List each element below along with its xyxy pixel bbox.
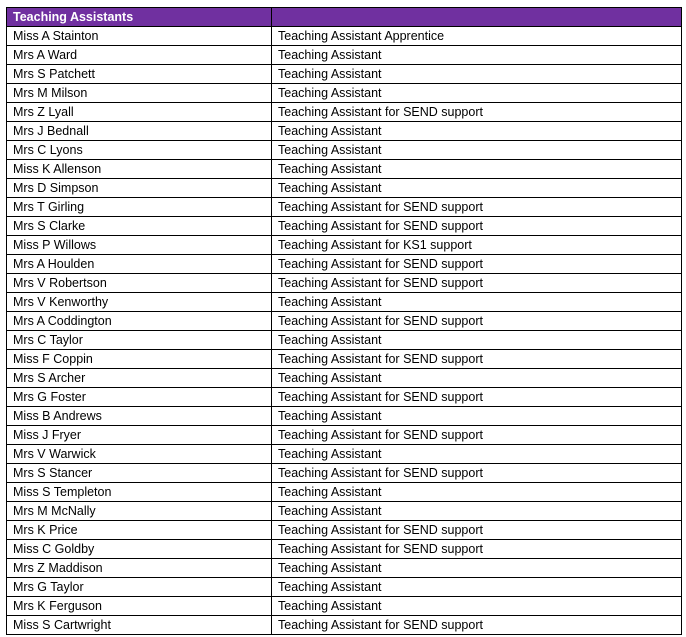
table-row [7,502,682,521]
staff-name-cell: Mrs G Taylor [7,578,272,597]
table-row [7,122,682,141]
staff-name-cell: Mrs D Simpson [7,179,272,198]
staff-role-cell: Teaching Assistant [272,84,682,103]
table-header-blank [272,8,682,27]
staff-name-cell: Mrs T Girling [7,198,272,217]
staff-name-cell: Miss B Andrews [7,407,272,426]
staff-role-cell: Teaching Assistant for SEND support [272,274,682,293]
table-header-row [7,8,682,27]
staff-name-cell: Miss A Stainton [7,27,272,46]
table-row [7,597,682,616]
table-row [7,521,682,540]
staff-role-cell: Teaching Assistant [272,483,682,502]
staff-name-cell: Miss S Templeton [7,483,272,502]
staff-role-cell: Teaching Assistant [272,122,682,141]
staff-role-cell: Teaching Assistant [272,179,682,198]
table-row [7,255,682,274]
table-row [7,331,682,350]
table-row [7,103,682,122]
staff-name-cell: Mrs K Price [7,521,272,540]
table-row [7,65,682,84]
table-row [7,27,682,46]
staff-name-cell: Mrs S Patchett [7,65,272,84]
staff-role-cell: Teaching Assistant for SEND support [272,198,682,217]
staff-role-cell: Teaching Assistant for SEND support [272,426,682,445]
staff-role-cell: Teaching Assistant for KS1 support [272,236,682,255]
staff-role-cell: Teaching Assistant [272,597,682,616]
table-row [7,179,682,198]
staff-name-cell: Miss S Cartwright [7,616,272,635]
table-row [7,274,682,293]
staff-name-cell: Mrs M McNally [7,502,272,521]
table-row [7,312,682,331]
staff-name-cell: Mrs S Clarke [7,217,272,236]
staff-role-cell: Teaching Assistant [272,559,682,578]
staff-role-cell: Teaching Assistant [272,141,682,160]
table-row [7,369,682,388]
staff-role-cell: Teaching Assistant [272,160,682,179]
table-row [7,236,682,255]
table-header-title: Teaching Assistants [7,8,272,27]
staff-role-cell: Teaching Assistant for SEND support [272,312,682,331]
table-row [7,578,682,597]
staff-name-cell: Mrs J Bednall [7,122,272,141]
staff-name-cell: Miss F Coppin [7,350,272,369]
staff-table-container [6,7,681,635]
staff-name-cell: Mrs A Ward [7,46,272,65]
table-row [7,141,682,160]
staff-name-cell: Mrs S Archer [7,369,272,388]
staff-role-cell: Teaching Assistant [272,445,682,464]
staff-role-cell: Teaching Assistant for SEND support [272,616,682,635]
table-body [7,27,682,635]
table-row [7,483,682,502]
table-row [7,426,682,445]
table-row [7,217,682,236]
staff-name-cell: Mrs V Warwick [7,445,272,464]
table-row [7,293,682,312]
table-row [7,198,682,217]
staff-name-cell: Mrs Z Lyall [7,103,272,122]
teaching-assistants-table [6,7,682,635]
staff-name-cell: Mrs M Milson [7,84,272,103]
staff-name-cell: Mrs V Kenworthy [7,293,272,312]
table-row [7,350,682,369]
staff-name-cell: Mrs A Houlden [7,255,272,274]
table-row [7,445,682,464]
staff-name-cell: Mrs S Stancer [7,464,272,483]
table-row [7,160,682,179]
staff-role-cell: Teaching Assistant [272,578,682,597]
staff-role-cell: Teaching Assistant for SEND support [272,103,682,122]
table-row [7,46,682,65]
table-row [7,540,682,559]
staff-role-cell: Teaching Assistant [272,293,682,312]
staff-name-cell: Mrs C Lyons [7,141,272,160]
table-row [7,84,682,103]
staff-role-cell: Teaching Assistant Apprentice [272,27,682,46]
staff-role-cell: Teaching Assistant [272,369,682,388]
staff-role-cell: Teaching Assistant [272,407,682,426]
staff-role-cell: Teaching Assistant for SEND support [272,464,682,483]
staff-name-cell: Mrs K Ferguson [7,597,272,616]
staff-role-cell: Teaching Assistant [272,65,682,84]
staff-name-cell: Mrs G Foster [7,388,272,407]
staff-name-cell: Miss P Willows [7,236,272,255]
staff-name-cell: Mrs Z Maddison [7,559,272,578]
staff-role-cell: Teaching Assistant for SEND support [272,255,682,274]
staff-name-cell: Mrs A Coddington [7,312,272,331]
table-row [7,559,682,578]
staff-name-cell: Mrs C Taylor [7,331,272,350]
staff-role-cell: Teaching Assistant [272,502,682,521]
staff-role-cell: Teaching Assistant for SEND support [272,540,682,559]
staff-role-cell: Teaching Assistant [272,46,682,65]
staff-name-cell: Mrs V Robertson [7,274,272,293]
table-row [7,388,682,407]
staff-role-cell: Teaching Assistant for SEND support [272,350,682,369]
table-row [7,464,682,483]
staff-role-cell: Teaching Assistant [272,331,682,350]
staff-role-cell: Teaching Assistant for SEND support [272,217,682,236]
staff-name-cell: Miss J Fryer [7,426,272,445]
staff-name-cell: Miss K Allenson [7,160,272,179]
staff-role-cell: Teaching Assistant for SEND support [272,521,682,540]
table-row [7,407,682,426]
staff-role-cell: Teaching Assistant for SEND support [272,388,682,407]
staff-name-cell: Miss C Goldby [7,540,272,559]
table-row [7,616,682,635]
